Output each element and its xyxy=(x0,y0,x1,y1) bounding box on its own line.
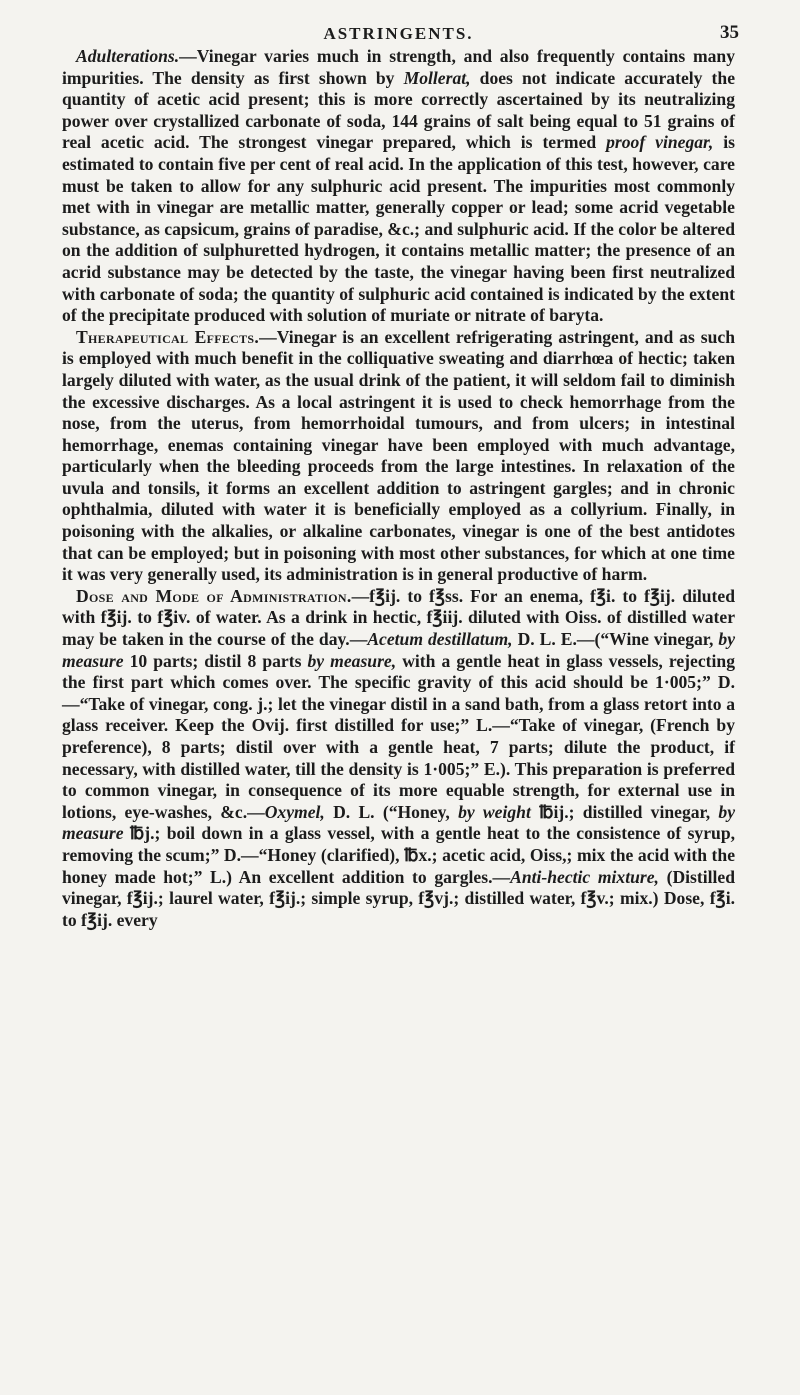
paragraph-therapeutical xyxy=(62,327,735,586)
text-run: ℔ij.; distilled vinegar, xyxy=(530,801,719,822)
section-heading-dose: Dose and Mode of Administration. xyxy=(76,585,352,606)
italic-preparation-name: Oxymel, xyxy=(264,801,325,822)
text-run: ℔j.; boil down in a glass vessel, with a gentle heat to the consistence of syrup, removing the scum;” D.—“Honey (clarified), ℔x.; acetic acid, Oiss,; mix the acid with the honey made hot;” L.) An excellent addition to gargles.— xyxy=(62,823,735,887)
italic-preparation-name: Anti-hectic mixture, xyxy=(510,866,659,887)
text-run: does not indicate accurately the quantity of acetic acid present; this is more correctly ascertained by its neutralizing power over crystallized carbonate of soda, 144 grains of salt being equal to 51 grains of real acetic acid. The strongest vinegar prepared, which is termed xyxy=(62,67,736,153)
italic-phrase: by measure xyxy=(62,801,736,844)
text-run: is estimated to contain five per cent of real acid. In the application of this test, however, care must be taken to allow for any sulphuric acid present. The impurities most commonly met with in vinegar are metallic matter, generally copper or lead; some acrid vegetable substance, as capsicum, grains of paradise, &c.; and sulphuric acid. If the color be altered on the addition of sulphuretted hydrogen, it contains metallic matter; the presence of an acrid substance may be detected by the taste, the vinegar having been first neutralized with carbonate of soda; the quantity of sulphuric acid contained is indicated by the extent of the precipitate produced with solution of muriate or nitrate of baryta. xyxy=(62,132,735,326)
text-run: D. L. (“Honey, xyxy=(324,801,459,822)
italic-preparation-name: Acetum destillatum, xyxy=(367,629,513,650)
paragraph-dose xyxy=(62,586,735,932)
running-title: ASTRINGENTS. xyxy=(323,24,474,43)
text-run: with a gentle heat in glass vessels, rejecting the first part which comes over. The specific gravity of this acid should be 1·005;” D.—“Take of vinegar, cong. j.; let the vinegar distil in a sand bath, from a glass retort into a glass receiver. Keep the Ovij. first distilled for use;” L.—“Take of vinegar, (French by preference), 8 parts; distil over with a gentle heat, 7 parts; dilute the product, if necessary, with distilled water, till the density is 1·005;” E.). This preparation is preferred to common vinegar, in consequence of its more equable strength, for external use in lotions, eye-washes, &c.— xyxy=(62,650,735,822)
section-heading-adulterations: Adulterations. xyxy=(76,46,180,66)
italic-term: proof vinegar, xyxy=(606,132,714,153)
section-heading-therapeutical: Therapeutical Effects. xyxy=(76,326,260,347)
italic-name: Mollerat, xyxy=(403,67,471,88)
text-run: 10 parts; distil 8 parts xyxy=(123,650,308,671)
text-run: —Vinegar varies much in strength, and also frequently contains many impurities. The density as first shown by xyxy=(62,46,735,88)
text-run: —f℥ij. to f℥ss. For an enema, f℥i. to f℥ij. diluted with f℥ij. to f℥iv. of water. As a drink in hectic, f℥iij. diluted with Oiss. of distilled water may be taken in the course of the day.— xyxy=(62,585,735,650)
text-run: (Distilled vinegar, f℥ij.; laurel water, f℥ij.; simple syrup, f℥vj.; distilled water, f℥v.; mix.) Dose, f℥i. to f℥ij. every xyxy=(62,866,735,930)
page-number: 35 xyxy=(720,22,739,43)
text-run: —Vinegar is an excellent refrigerating astringent, and as such is employed with much benefit in the colliquative sweating and diarrhœa of hectic; taken largely diluted with water, as the usual drink of the patient, it will seldom fail to diminish the excessive discharges. As a local astringent it is used to check hemorrhage from the nose, from the uterus, from hemorrhoidal tumours, and from ulcers; in intestinal hemorrhage, enemas containing vinegar have been employed with much advantage, particularly when the bleeding proceeds from the large intestines. In relaxation of the uvula and tonsils, it forms an excellent addition to astringent gargles; and in chronic ophthalmia, diluted with water it is beneficially employed as a collyrium. Finally, in poisoning with the alkalies, or alkaline carbonates, vinegar is one of the best antidotes that can be employed; but in poisoning with most other substances, for which at one time it was very generally used, its administration is in general productive of harm. xyxy=(62,326,736,585)
body-text xyxy=(62,46,735,931)
italic-phrase: by weight xyxy=(458,801,531,822)
paragraph-adulterations xyxy=(62,46,735,327)
running-head xyxy=(62,0,739,44)
text-run: D. L. E.—(“Wine vinegar, xyxy=(512,629,719,650)
italic-phrase: by measure, xyxy=(307,650,397,671)
italic-phrase: by measure xyxy=(62,629,735,671)
